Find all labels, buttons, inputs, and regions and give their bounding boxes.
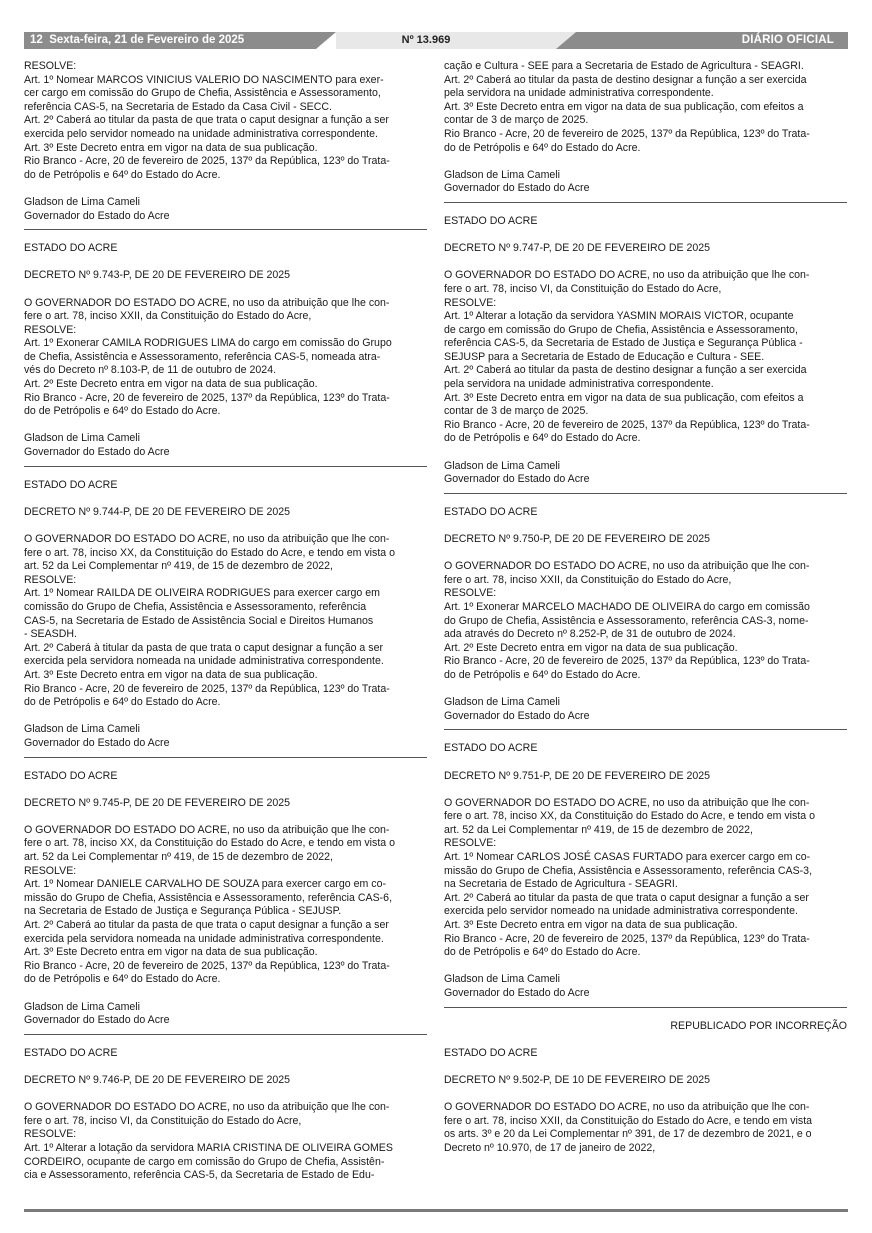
signature-title: Governador do Estado do Acre bbox=[24, 1014, 170, 1027]
section-divider bbox=[24, 466, 427, 467]
decree-title: DECRETO Nº 9.751-P, DE 20 DE FEVEREIRO DE 2025 bbox=[444, 769, 711, 782]
preamble-line: fere o art. 78, inciso XXII, da Constituição do Estado do Acre, e tendo em vista bbox=[444, 1114, 813, 1127]
preamble-line: O GOVERNADOR DO ESTADO DO ACRE, no uso da atribuição que lhe con- bbox=[24, 533, 390, 545]
header-slant-right bbox=[556, 32, 576, 49]
text-line: Art. 2º Caberá ao titular da pasta de que trata o caput designar a função a ser bbox=[444, 891, 809, 904]
text-line: Rio Branco - Acre, 20 de fevereiro de 2025, 137º da República, 123º do Trata- bbox=[24, 959, 390, 972]
text-line: exercida pela servidora nomeada na unidade administrativa correspondente. bbox=[24, 932, 384, 945]
page-number: 12 bbox=[30, 34, 43, 46]
state-heading: ESTADO DO ACRE bbox=[444, 505, 538, 518]
signature-title: Governador do Estado do Acre bbox=[24, 209, 170, 222]
text-line: Rio Branco - Acre, 20 de fevereiro de 2025, 137º da República, 123º do Trata- bbox=[444, 418, 810, 431]
text-line: Art. 2º Caberá ao titular da pasta de destino designar a função a ser exercida bbox=[444, 73, 807, 86]
text-line: Art. 1º Exonerar MARCELO MACHADO DE OLIVEIRA do cargo em comissão bbox=[444, 600, 810, 613]
text-line: comissão do Grupo de Chefia, Assistência e Assessoramento, referência bbox=[24, 600, 367, 613]
text-line: RESOLVE: bbox=[24, 573, 77, 586]
decree-9750 bbox=[444, 506, 847, 724]
section-divider bbox=[24, 1034, 427, 1035]
text-line: Art. 3º Este Decreto entra em vigor na data de sua publicação. bbox=[24, 668, 318, 681]
signature-name: Gladson de Lima Cameli bbox=[24, 432, 140, 445]
preamble-line: art. 52 da Lei Complementar nº 419, de 15 de dezembro de 2022, bbox=[24, 560, 333, 573]
text-line: Art. 1º Exonerar CAMILA RODRIGUES LIMA do cargo em comissão do Grupo bbox=[24, 337, 392, 350]
signature-name: Gladson de Lima Cameli bbox=[444, 973, 560, 986]
preamble-line: fere o art. 78, inciso XX, da Constituição do Estado do Acre, e tendo em vista o bbox=[24, 837, 395, 850]
signature-title: Governador do Estado do Acre bbox=[444, 182, 590, 195]
signature-title: Governador do Estado do Acre bbox=[24, 446, 170, 459]
text-line: referência CAS-5, da Secretaria de Estado de Justiça e Segurança Pública - bbox=[444, 337, 803, 350]
decree-9751 bbox=[444, 742, 847, 1000]
preamble-line: fere o art. 78, inciso VI, da Constituição do Estado do Acre, bbox=[444, 282, 722, 295]
state-heading: ESTADO DO ACRE bbox=[24, 242, 118, 255]
section-divider bbox=[444, 493, 847, 494]
text-line: RESOLVE: bbox=[24, 1128, 77, 1141]
text-line: do de Petrópolis e 64º do Estado do Acre. bbox=[444, 141, 641, 154]
header-left-band bbox=[24, 32, 316, 49]
text-line: - SEASDH. bbox=[24, 628, 77, 641]
preamble-line: O GOVERNADOR DO ESTADO DO ACRE, no uso da atribuição que lhe con- bbox=[444, 560, 810, 573]
text-line: vés do Decreto nº 8.103-P, de 11 de outubro de 2024. bbox=[24, 364, 277, 377]
text-line: Art. 3º Este Decreto entra em vigor na data de sua publicação. bbox=[444, 919, 738, 932]
decree-title: DECRETO Nº 9.745-P, DE 20 DE FEVEREIRO DE 2025 bbox=[24, 796, 291, 809]
text-line: RESOLVE: bbox=[444, 837, 497, 850]
decree-9744 bbox=[24, 479, 427, 751]
right-column bbox=[444, 60, 847, 1156]
text-line: do de Petrópolis e 64º do Estado do Acre. bbox=[444, 432, 641, 445]
text-line: pela servidora na unidade administrativa correspondente. bbox=[444, 87, 714, 100]
text-line: do de Petrópolis e 64º do Estado do Acre. bbox=[24, 168, 221, 181]
decree-title: DECRETO Nº 9.743-P, DE 20 DE FEVEREIRO DE 2025 bbox=[24, 269, 291, 282]
preamble-line: O GOVERNADOR DO ESTADO DO ACRE, no uso da atribuição que lhe con- bbox=[24, 1101, 390, 1114]
text-line: Rio Branco - Acre, 20 de fevereiro de 2025, 137º da República, 123º do Trata- bbox=[444, 127, 810, 140]
decree-title: DECRETO Nº 9.744-P, DE 20 DE FEVEREIRO DE 2025 bbox=[24, 505, 291, 518]
text-line: RESOLVE: bbox=[24, 864, 77, 877]
preamble-line: fere o art. 78, inciso XXII, da Constituição do Estado do Acre, bbox=[24, 310, 312, 323]
text-line: de cargo em comissão do Grupo de Chefia, Assistência e Assessoramento, bbox=[444, 323, 798, 336]
state-heading: ESTADO DO ACRE bbox=[24, 769, 118, 782]
text-line: do de Petrópolis e 64º do Estado do Acre. bbox=[444, 668, 641, 681]
text-line: do de Petrópolis e 64º do Estado do Acre. bbox=[24, 973, 221, 986]
state-heading: ESTADO DO ACRE bbox=[24, 1046, 118, 1059]
preamble-line: art. 52 da Lei Complementar nº 419, de 15 de dezembro de 2022, bbox=[444, 823, 753, 836]
signature-name: Gladson de Lima Cameli bbox=[24, 723, 140, 736]
text-line: exercida pelo servidor nomeado na unidade administrativa correspondente. bbox=[444, 905, 798, 918]
state-heading: ESTADO DO ACRE bbox=[444, 742, 538, 755]
signature-title: Governador do Estado do Acre bbox=[24, 736, 170, 749]
text-line: de Chefia, Assistência e Assessoramento, referência CAS-5, nomeada atra- bbox=[24, 350, 381, 363]
text-line: Art. 3º Este Decreto entra em vigor na data de sua publicação, com efeitos a bbox=[444, 391, 804, 404]
section-divider bbox=[444, 202, 847, 203]
page-header bbox=[24, 32, 848, 49]
signature-name: Gladson de Lima Cameli bbox=[444, 459, 560, 472]
text-line: RESOLVE: bbox=[444, 587, 497, 600]
issue-number: Nº 13.969 bbox=[401, 34, 451, 46]
preamble-line: O GOVERNADOR DO ESTADO DO ACRE, no uso da atribuição que lhe con- bbox=[444, 796, 810, 809]
text-line: Art. 3º Este Decreto entra em vigor na data de sua publicação, com efeitos a bbox=[444, 100, 804, 113]
text-line: Art. 1º Alterar a lotação da servidora MARIA CRISTINA DE OLIVEIRA GOMES bbox=[24, 1141, 393, 1154]
republished-notice: REPUBLICADO POR INCORREÇÃO bbox=[670, 1019, 847, 1032]
text-line: CAS-5, na Secretaria de Estado de Assistência Social e Direitos Humanos bbox=[24, 614, 374, 627]
text-line: Art. 1º Nomear DANIELE CARVALHO DE SOUZA para exercer cargo em co- bbox=[24, 878, 387, 891]
text-line: do de Petrópolis e 64º do Estado do Acre. bbox=[444, 946, 641, 959]
signature-title: Governador do Estado do Acre bbox=[444, 709, 590, 722]
text-line: contar de 3 de março de 2025. bbox=[444, 405, 589, 418]
text-line: cer cargo em comissão do Grupo de Chefia, Assistência e Assessoramento, bbox=[24, 87, 381, 100]
text-line: Art. 2º Caberá ao titular da pasta de destino designar a função a ser exercida bbox=[444, 364, 807, 377]
text-line: missão do Grupo de Chefia, Assistência e Assessoramento, referência CAS-3, bbox=[444, 864, 813, 877]
decree-9746 bbox=[24, 1047, 427, 1183]
text-line: RESOLVE: bbox=[24, 60, 77, 72]
text-line: RESOLVE: bbox=[444, 296, 497, 309]
text-line: Art. 1º Nomear MARCOS VINICIUS VALERIO DO NASCIMENTO para exer- bbox=[24, 73, 384, 86]
preamble-line: Decreto nº 10.970, de 17 de janeiro de 2022, bbox=[444, 1141, 656, 1154]
decree-9743 bbox=[24, 242, 427, 460]
preamble-line: fere o art. 78, inciso VI, da Constituição do Estado do Acre, bbox=[24, 1114, 302, 1127]
text-line: RESOLVE: bbox=[24, 323, 77, 336]
text-line: Art. 1º Nomear CARLOS JOSÉ CASAS FURTADO para exercer cargo em co- bbox=[444, 851, 811, 864]
text-line: Art. 1º Nomear RAILDA DE OLIVEIRA RODRIGUES para exercer cargo em bbox=[24, 587, 380, 600]
decree-9747 bbox=[444, 215, 847, 487]
text-line: Art. 2º Caberá ao titular da pasta de que trata o caput designar a função a ser bbox=[24, 919, 389, 932]
decree-title: DECRETO Nº 9.747-P, DE 20 DE FEVEREIRO DE 2025 bbox=[444, 242, 711, 255]
text-line: Rio Branco - Acre, 20 de fevereiro de 2025, 137º da República, 123º do Trata- bbox=[24, 682, 390, 695]
decree-9502 bbox=[444, 1020, 847, 1156]
left-column bbox=[24, 60, 427, 1183]
text-line: referência CAS-5, na Secretaria de Estado da Casa Civil - SECC. bbox=[24, 100, 332, 113]
text-line: exercida pelo servidor nomeado na unidade administrativa correspondente. bbox=[24, 127, 378, 140]
preamble-line: os arts. 3º e 20 da Lei Complementar nº 391, de 17 de dezembro de 2021, e o bbox=[444, 1128, 812, 1141]
text-line: do de Petrópolis e 64º do Estado do Acre. bbox=[24, 696, 221, 709]
preamble-line: fere o art. 78, inciso XX, da Constituição do Estado do Acre, e tendo em vista o bbox=[444, 810, 815, 823]
publication-name: DIÁRIO OFICIAL bbox=[576, 32, 848, 49]
section-divider bbox=[444, 729, 847, 730]
preamble-line: O GOVERNADOR DO ESTADO DO ACRE, no uso da atribuição que lhe con- bbox=[444, 1101, 810, 1114]
state-heading: ESTADO DO ACRE bbox=[444, 214, 538, 227]
decree-9742-continuation bbox=[24, 60, 427, 223]
section-divider bbox=[444, 1007, 847, 1008]
text-line: Art. 2º Caberá à titular da pasta de que trata o caput designar a função a ser bbox=[24, 641, 383, 654]
text-line: Art. 1º Alterar a lotação da servidora YASMIN MORAIS VICTOR, ocupante bbox=[444, 310, 794, 323]
signature-name: Gladson de Lima Cameli bbox=[444, 168, 560, 181]
preamble-line: O GOVERNADOR DO ESTADO DO ACRE, no uso da atribuição que lhe con- bbox=[24, 296, 390, 309]
decree-body bbox=[24, 60, 427, 182]
text-line: Art. 2º Caberá ao titular da pasta de que trata o caput designar a função a ser bbox=[24, 114, 389, 127]
issue-date: Sexta-feira, 21 de Fevereiro de 2025 bbox=[49, 34, 245, 46]
preamble-line: O GOVERNADOR DO ESTADO DO ACRE, no uso da atribuição que lhe con- bbox=[24, 823, 390, 836]
text-line: ada através do Decreto nº 8.252-P, de 31 de outubro de 2024. bbox=[444, 628, 736, 641]
text-line: do Grupo de Chefia, Assistência e Assessoramento, referência CAS-3, nome- bbox=[444, 614, 809, 627]
text-line: Rio Branco - Acre, 20 de fevereiro de 2025, 137º da República, 123º do Trata- bbox=[444, 655, 810, 668]
text-line: na Secretaria de Estado de Justiça e Segurança Pública - SEJUSP. bbox=[24, 905, 342, 918]
signature-name: Gladson de Lima Cameli bbox=[444, 696, 560, 709]
text-line: SEJUSP para a Secretaria de Estado de Educação e Cultura - SEE. bbox=[444, 350, 765, 363]
text-line: na Secretaria de Estado de Agricultura - SEAGRI. bbox=[444, 878, 678, 891]
text-line: contar de 3 de março de 2025. bbox=[444, 114, 589, 127]
decree-title: DECRETO Nº 9.502-P, DE 10 DE FEVEREIRO DE 2025 bbox=[444, 1073, 711, 1086]
signature-title: Governador do Estado do Acre bbox=[444, 473, 590, 486]
decree-9745 bbox=[24, 770, 427, 1028]
text-line: Art. 2º Este Decreto entra em vigor na data de sua publicação. bbox=[444, 641, 738, 654]
text-line: missão do Grupo de Chefia, Assistência e Assessoramento, referência CAS-6, bbox=[24, 891, 393, 904]
preamble-line: art. 52 da Lei Complementar nº 419, de 15 de dezembro de 2022, bbox=[24, 851, 333, 864]
decree-title: DECRETO Nº 9.746-P, DE 20 DE FEVEREIRO DE 2025 bbox=[24, 1073, 291, 1086]
text-line: Rio Branco - Acre, 20 de fevereiro de 2025, 137º da República, 123º do Trata- bbox=[444, 932, 810, 945]
header-slant-left bbox=[316, 32, 336, 49]
text-line: exercida pela servidora nomeada na unidade administrativa correspondente. bbox=[24, 655, 384, 668]
state-heading: ESTADO DO ACRE bbox=[24, 478, 118, 491]
text-line: Rio Branco - Acre, 20 de fevereiro de 2025, 137º da República, 123º do Trata- bbox=[24, 155, 390, 168]
section-divider bbox=[24, 229, 427, 230]
text-line: Art. 3º Este Decreto entra em vigor na data de sua publicação. bbox=[24, 141, 318, 154]
text-line: cia e Assessoramento, referência CAS-5, da Secretaria de Estado de Edu- bbox=[24, 1169, 375, 1182]
state-heading: ESTADO DO ACRE bbox=[444, 1046, 538, 1059]
preamble-line: O GOVERNADOR DO ESTADO DO ACRE, no uso da atribuição que lhe con- bbox=[444, 269, 810, 282]
text-line: Art. 3º Este Decreto entra em vigor na data de sua publicação. bbox=[24, 946, 318, 959]
signature-name: Gladson de Lima Cameli bbox=[24, 1000, 140, 1013]
footer-rule bbox=[24, 1209, 848, 1212]
text-line: do de Petrópolis e 64º do Estado do Acre. bbox=[24, 405, 221, 418]
decree-title: DECRETO Nº 9.750-P, DE 20 DE FEVEREIRO DE 2025 bbox=[444, 533, 711, 545]
text-line: cação e Cultura - SEE para a Secretaria de Estado de Agricultura - SEAGRI. bbox=[444, 60, 804, 72]
text-line: CORDEIRO, ocupante de cargo em comissão do Grupo de Chefia, Assistên- bbox=[24, 1155, 385, 1168]
text-line: pela servidora na unidade administrativa correspondente. bbox=[444, 378, 714, 391]
signature-title: Governador do Estado do Acre bbox=[444, 987, 590, 999]
decree-9746-continuation bbox=[444, 60, 847, 196]
signature-name: Gladson de Lima Cameli bbox=[24, 195, 140, 208]
section-divider bbox=[24, 757, 427, 758]
preamble-line: fere o art. 78, inciso XX, da Constituição do Estado do Acre, e tendo em vista o bbox=[24, 546, 395, 559]
text-line: Rio Branco - Acre, 20 de fevereiro de 2025, 137º da República, 123º do Trata- bbox=[24, 391, 390, 404]
text-line: Art. 2º Este Decreto entra em vigor na data de sua publicação. bbox=[24, 378, 318, 391]
preamble-line: fere o art. 78, inciso XXII, da Constituição do Estado do Acre, bbox=[444, 573, 732, 586]
header-middle-band bbox=[336, 32, 576, 49]
